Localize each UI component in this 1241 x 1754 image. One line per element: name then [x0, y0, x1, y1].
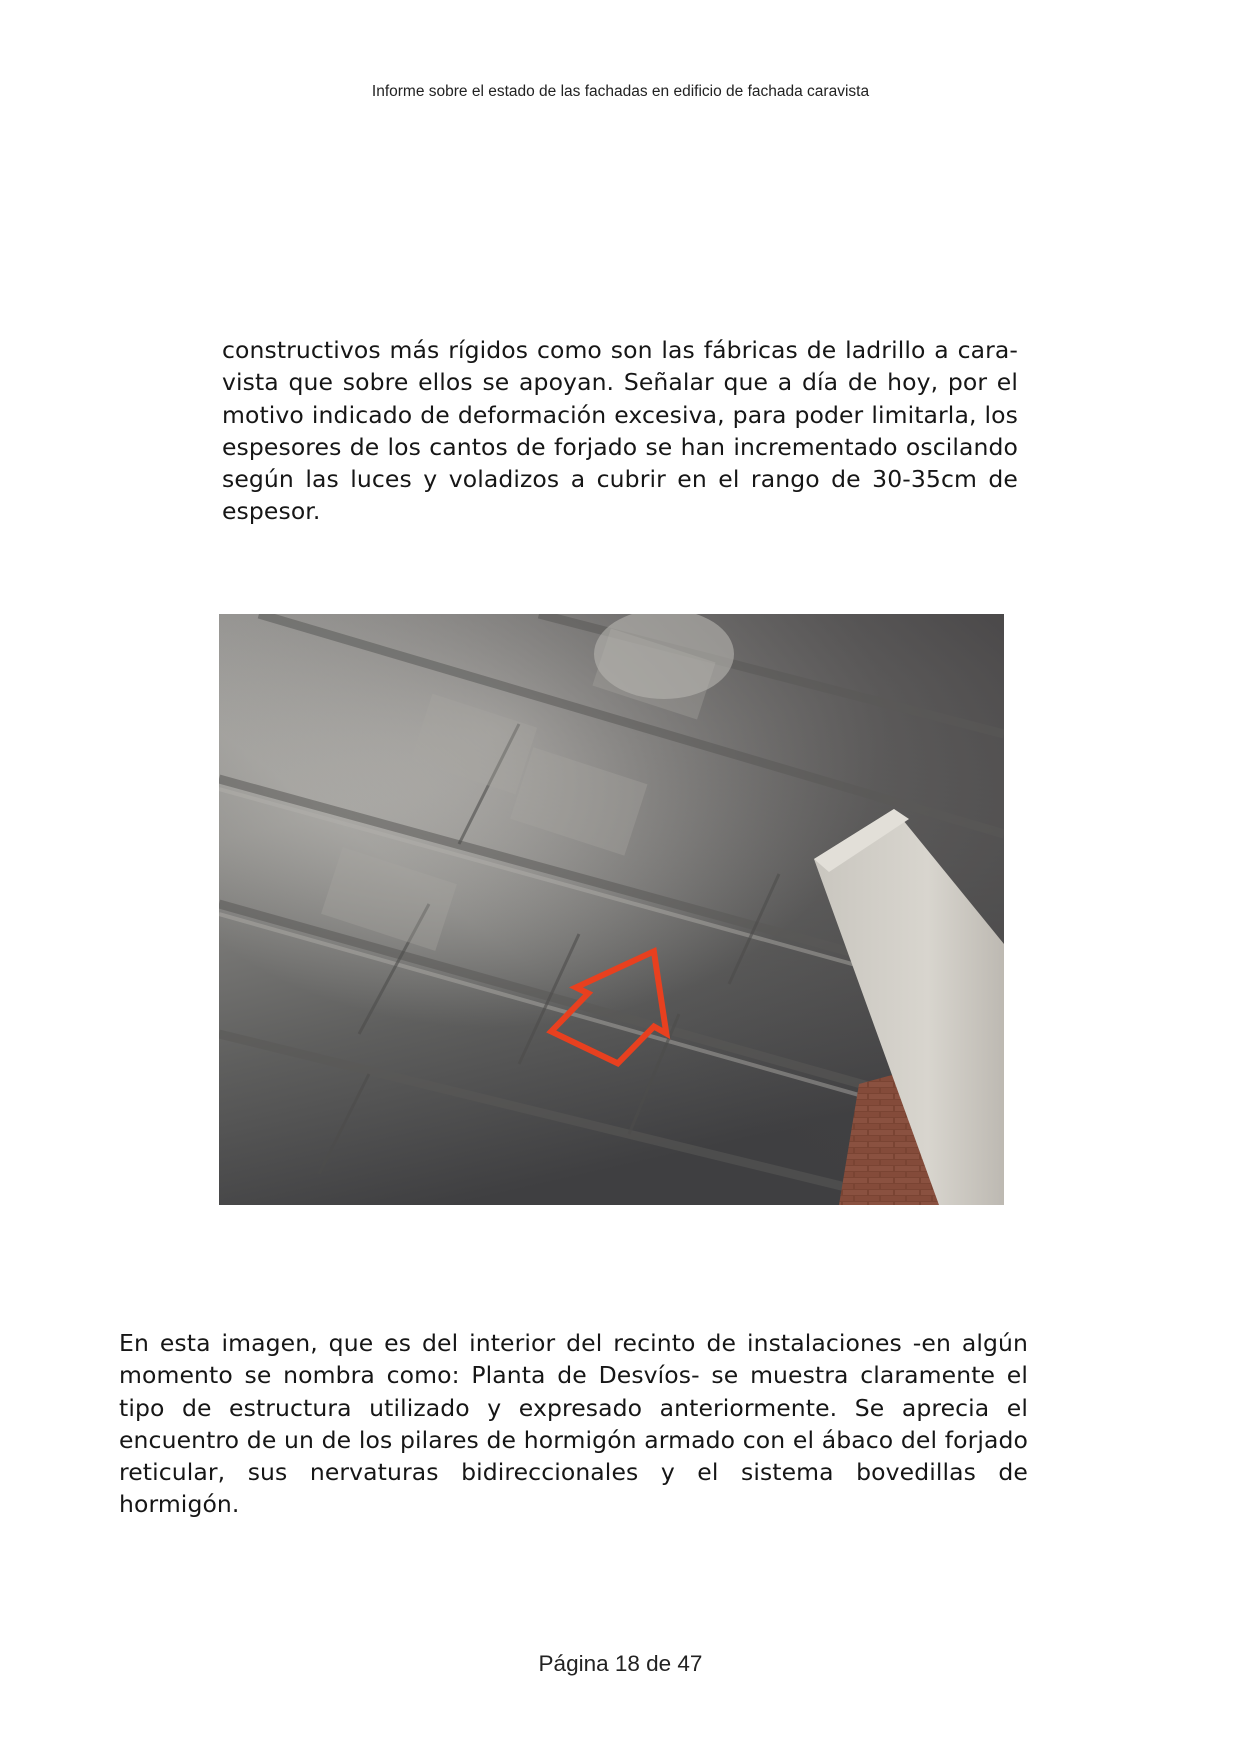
- body-paragraph-2: En esta imagen, que es del interior del recinto de instalaciones -en algún momento se nombra como: Planta de Desvíos- se muestra claramente el tipo de estructura utilizado y expresado anteriormente. Se aprecia el encuentro de un de los pilares de hormigón armado con el ábaco del forjado reticular, sus nervaturas bidireccionales y el sistema bovedillas de hormigón.: [119, 1329, 1028, 1519]
- ceiling-photo: [219, 614, 1004, 1205]
- page-header: Informe sobre el estado de las fachadas en edificio de fachada caravista: [371, 83, 870, 100]
- page-number: Página 18 de 47: [538, 1651, 703, 1676]
- body-paragraph-1: constructivos más rígidos como son las fábricas de ladrillo a cara-vista que sobre ellos se apoyan. Señalar que a día de hoy, por el motivo indicado de deformación excesiva, para poder limitarla, los espesores de los cantos de forjado se han incrementado oscilando según las luces y voladizos a cubrir en el rango de 30-35cm de espesor.: [222, 336, 1018, 526]
